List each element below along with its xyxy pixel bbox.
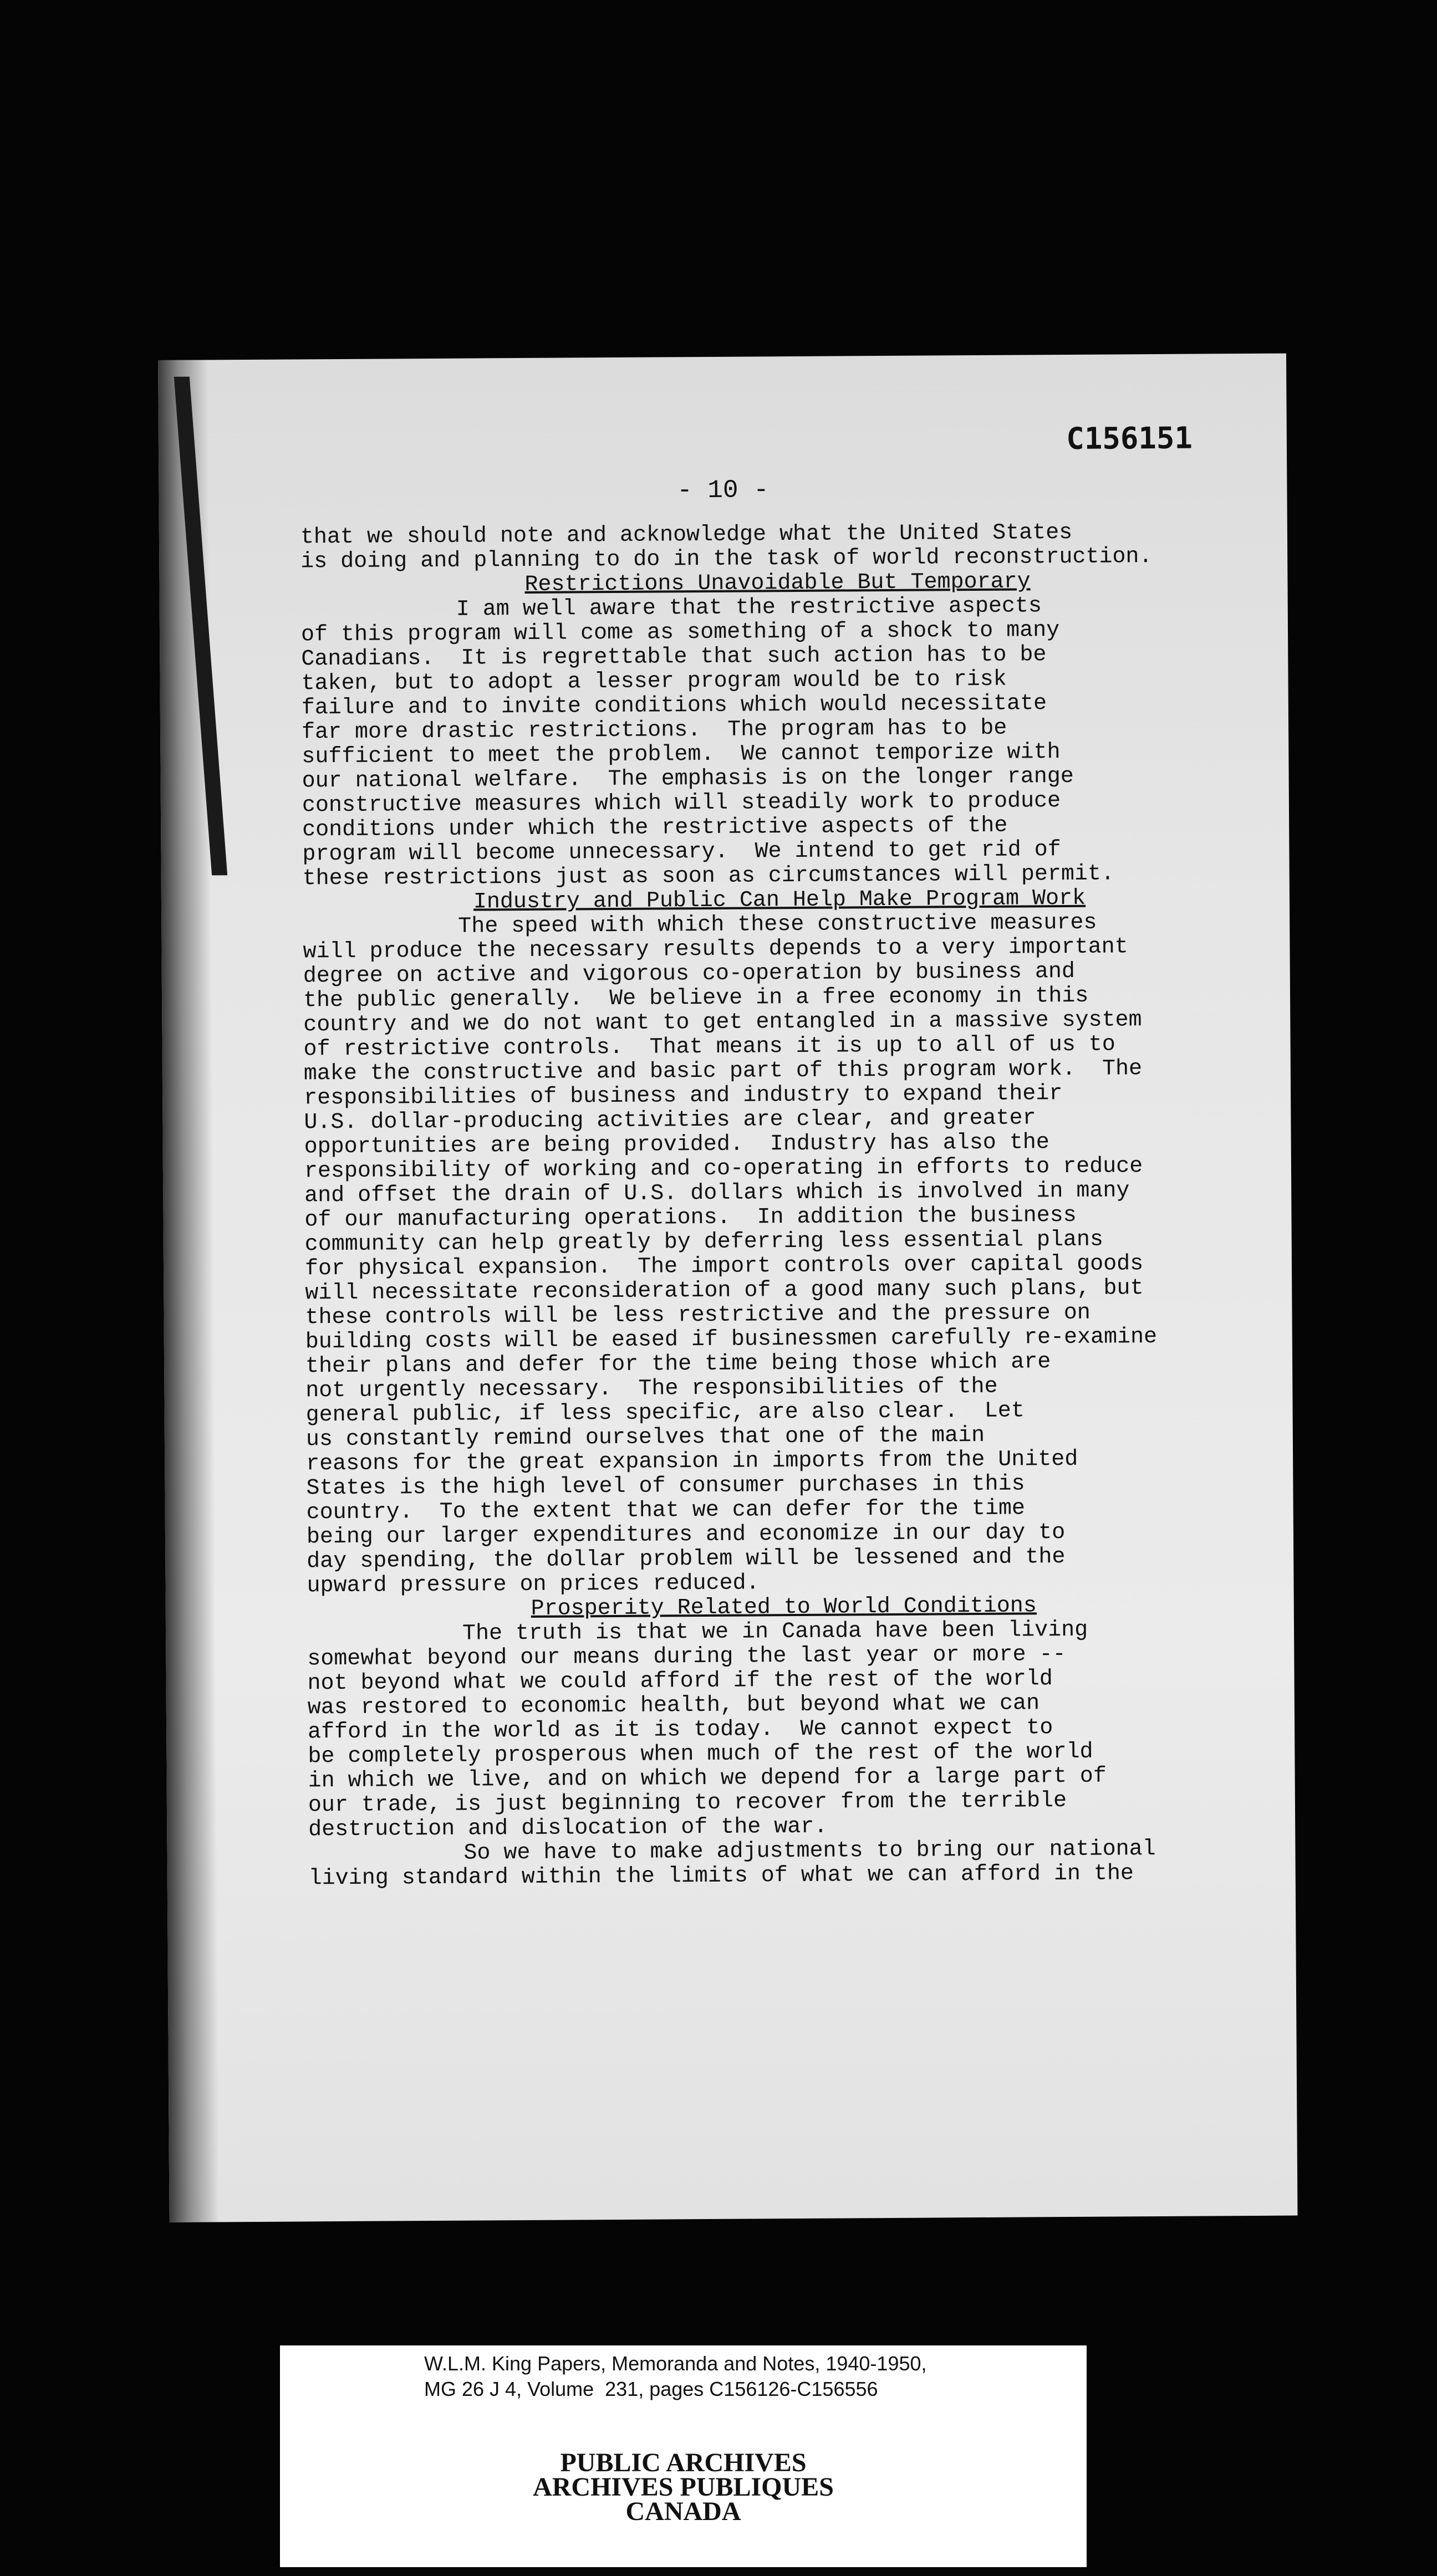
text-line: not beyond what we could afford if the rest of the world (307, 1667, 1053, 1696)
text-line: opportunities are being provided. Industry has also the (304, 1130, 1050, 1160)
text-line: will produce the necessary results depends to a very important (303, 934, 1128, 965)
text-line: general public, if less specific, are also clear. Let (305, 1398, 1025, 1428)
text-line: degree on active and vigorous co-operation by business and (303, 959, 1076, 989)
text-line: their plans and defer for the time being those which are (305, 1350, 1051, 1379)
text-line: country. To the extent that we can defer for the time (306, 1496, 1026, 1526)
institution-line: CANADA (625, 2497, 741, 2526)
text-line: day spending, the dollar problem will be lessened and the (307, 1545, 1066, 1575)
text-line: responsibility of working and co-operating in efforts to reduce (304, 1154, 1143, 1184)
text-line: upward pressure on prices reduced. (307, 1571, 760, 1599)
text-line: The speed with which these constructive measures (458, 910, 1097, 939)
text-line: of this program will come as something of a shock to many (300, 618, 1060, 648)
text-line: program will become unnecessary. We intend to get rid of (302, 837, 1061, 867)
text-line: these restrictions just as soon as circumstances will permit. (302, 861, 1115, 892)
archive-label (280, 2345, 1087, 2567)
text-line: being our larger expenditures and economize in our day to (306, 1520, 1066, 1550)
caption-line: W.L.M. King Papers, Memoranda and Notes, 1940-1950, (424, 2352, 927, 2375)
text-line: our national welfare. The emphasis is on the longer range (302, 764, 1074, 794)
text-line: these controls will be less restrictive and the pressure on (305, 1300, 1091, 1331)
text-line: sufficient to meet the problem. We cannot temporize with (302, 740, 1061, 770)
text-line: of restrictive controls. That means it is up to all of us to (303, 1032, 1115, 1062)
text-line: is doing and planning to do in the task of world reconstruction. (300, 544, 1153, 575)
document-body (300, 520, 1262, 1891)
text-line: and offset the drain of U.S. dollars which is involved in many (304, 1178, 1130, 1209)
text-line: our trade, is just beginning to recover from the terrible (308, 1788, 1067, 1818)
section-heading: Prosperity Related to World Conditions (531, 1593, 1037, 1622)
institution-line: ARCHIVES PUBLIQUES (533, 2472, 834, 2502)
section-heading: Restrictions Unavoidable But Temporary (524, 569, 1031, 597)
text-line: U.S. dollar-producing activities are clear, and greater (304, 1106, 1036, 1136)
text-line: responsibilities of business and industry to expand their (304, 1081, 1063, 1111)
institution-line: PUBLIC ARCHIVES (560, 2448, 807, 2477)
text-line: I am well aware that the restrictive aspects (456, 594, 1042, 622)
text-line: be completely prosperous when much of the rest of the world (308, 1739, 1093, 1770)
text-line: far more drastic restrictions. The program has to be (301, 715, 1007, 745)
text-line: taken, but to adopt a lesser program would be to risk (301, 667, 1007, 697)
text-line: building costs will be eased if businessmen carefully re-examine (305, 1325, 1158, 1355)
text-line: that we should note and acknowledge what the United States (300, 520, 1073, 550)
document-page (158, 354, 1297, 2222)
text-line: community can help greatly by deferring less essential plans (304, 1227, 1104, 1258)
document-id: C156151 (1066, 420, 1193, 456)
text-line: failure and to invite conditions which would necessitate (301, 691, 1047, 721)
text-line: will necessitate reconsideration of a good many such plans, but (305, 1276, 1144, 1306)
text-line: reasons for the great expansion in imports from the United (306, 1447, 1078, 1477)
text-line: in which we live, and on which we depend for a large part of (308, 1764, 1107, 1794)
text-line: us constantly remind ourselves that one of the main (305, 1423, 985, 1453)
text-line: constructive measures which will steadily work to produce (302, 789, 1061, 819)
text-line: The truth is that we in Canada have been living (462, 1617, 1088, 1647)
text-line: So we have to make adjustments to bring our national (463, 1837, 1156, 1866)
text-line: destruction and dislocation of the war. (308, 1814, 828, 1843)
text-line: was restored to economic health, but beyond what we can (307, 1691, 1040, 1721)
text-line: country and we do not want to get entangled in a massive system (303, 1008, 1142, 1038)
archive-institution (280, 2448, 1087, 2526)
text-line: States is the high level of consumer purchases in this (306, 1471, 1025, 1501)
text-line: living standard within the limits of what we can afford in the (308, 1861, 1134, 1892)
text-line: afford in the world as it is today. We cannot expect to (307, 1715, 1053, 1745)
section-heading: Industry and Public Can Help Make Program Work (473, 886, 1086, 915)
text-line: make the constructive and basic part of this program work. The (303, 1056, 1143, 1087)
text-line: Canadians. It is regrettable that such action has to be (301, 642, 1047, 672)
text-line: conditions under which the restrictive aspects of the (302, 813, 1008, 843)
page-edge-shadow (158, 360, 220, 2222)
caption-line: MG 26 J 4, Volume 231, pages C156126-C156556 (424, 2378, 878, 2400)
archive-caption (424, 2351, 927, 2402)
text-line: somewhat beyond our means during the last year or more -- (307, 1642, 1066, 1672)
page-number: - 10 - (676, 476, 769, 505)
text-line: not urgently necessary. The responsibilities of the (305, 1374, 998, 1404)
text-line: for physical expansion. The import controls over capital goods (304, 1251, 1144, 1282)
text-line: the public generally. We believe in a free economy in this (303, 983, 1089, 1014)
text-line: of our manufacturing operations. In addition the business (304, 1203, 1077, 1233)
